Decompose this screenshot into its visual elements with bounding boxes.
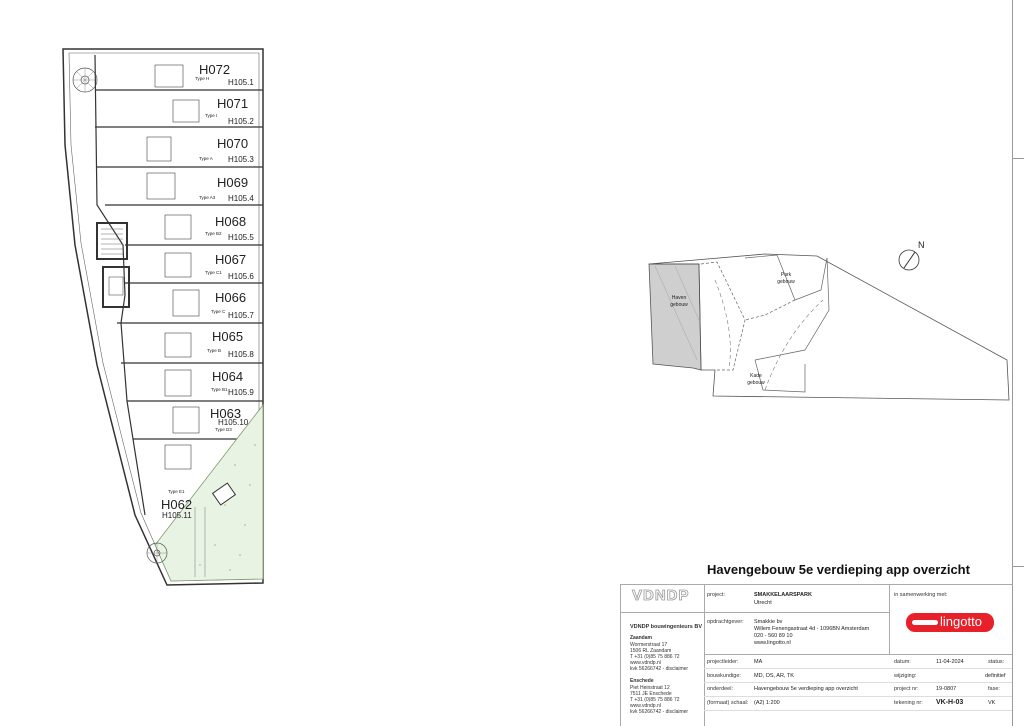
unit-ref: H105.9 bbox=[228, 388, 254, 397]
tekeningnr-label: tekening nr: bbox=[894, 700, 923, 706]
unit-type: Type I bbox=[205, 113, 218, 118]
sheet-tick bbox=[1012, 158, 1024, 159]
office2-line: 7511 JE Enschede bbox=[630, 691, 672, 697]
unit-code: H070 bbox=[217, 136, 249, 151]
unit-code: H062 bbox=[161, 497, 193, 512]
havengebouw-label: Haven gebouw bbox=[670, 295, 688, 308]
status-value: definitief bbox=[985, 673, 1006, 679]
unit-type: Type B2 bbox=[205, 231, 222, 236]
unit-code: H071 bbox=[217, 96, 249, 111]
titleblock-row bbox=[704, 682, 1012, 683]
north-label: N bbox=[918, 240, 925, 250]
office1-line: 1506 RL Zaandam bbox=[630, 648, 672, 654]
client-phone: 020 - 560 89 10 bbox=[754, 633, 793, 639]
client-label: opdrachtgever: bbox=[707, 619, 744, 625]
project-city: Utrecht bbox=[754, 600, 772, 606]
format-value: (A2) 1:200 bbox=[754, 700, 780, 706]
format-label: (formaat) schaal: bbox=[707, 700, 749, 706]
onderdeel-label: onderdeel: bbox=[707, 686, 733, 692]
unit-h067 bbox=[215, 252, 246, 267]
unit-ref: H105.8 bbox=[228, 350, 254, 359]
vdndp-logo: VDNDP bbox=[632, 587, 690, 604]
client-address: Willem Fenengastraat 4d - 1096BN Amsterdam bbox=[754, 626, 870, 632]
projectnr-label: project nr: bbox=[894, 686, 919, 692]
unit-type: Type B1 bbox=[211, 387, 228, 392]
office1-line: T +31 (0)85 75 886 72 bbox=[630, 654, 680, 660]
unit-ref: H105.4 bbox=[228, 194, 254, 203]
wijziging-label: wijziging: bbox=[894, 673, 917, 679]
titleblock-divider bbox=[889, 584, 890, 654]
unit-code: H063 bbox=[210, 406, 242, 421]
unit-code: H072 bbox=[199, 62, 231, 77]
tekeningnr-value: VK-H-03 bbox=[936, 699, 964, 706]
projectleider-value: MA bbox=[754, 659, 763, 665]
projectleider-label: projectleider: bbox=[707, 659, 739, 665]
unit-ref: H105.7 bbox=[228, 311, 254, 320]
titleblock-row bbox=[704, 696, 1012, 697]
company-name: VDNDP bouwingenieurs BV bbox=[630, 624, 703, 630]
office2-line: T +31 (0)85 75 886 72 bbox=[630, 697, 680, 703]
unit-type: Type A3 bbox=[199, 195, 216, 200]
unit-code: H064 bbox=[212, 369, 244, 384]
unit-h064 bbox=[212, 369, 243, 384]
unit-ref: H105.6 bbox=[228, 272, 254, 281]
office1-city: Zaandam bbox=[630, 635, 652, 641]
titleblock-row bbox=[704, 710, 1012, 711]
lingotto-logo-text: lingotto bbox=[940, 614, 982, 629]
unit-ref: H105.5 bbox=[228, 233, 254, 242]
unit-type: Type B bbox=[207, 348, 222, 353]
floor-plan bbox=[55, 45, 270, 590]
office2-city: Enschede bbox=[630, 678, 654, 684]
lingotto-mark bbox=[912, 620, 938, 625]
onderdeel-value: Havengebouw 5e verdieping app overzicht bbox=[754, 686, 858, 692]
unit-type: Type H bbox=[195, 76, 210, 81]
unit-ref: H105.10 bbox=[218, 418, 249, 427]
unit-code: H068 bbox=[215, 214, 247, 229]
projectnr-value: 19-0807 bbox=[936, 686, 957, 692]
collab-label: in samenwerking met: bbox=[894, 592, 948, 598]
office1-line: www.vdndp.nl bbox=[630, 660, 661, 666]
project-value: SMAKKELAARSPARK bbox=[754, 592, 812, 598]
unit-type: Type A bbox=[199, 156, 213, 161]
unit-ref: H105.3 bbox=[228, 155, 254, 164]
unit-h071 bbox=[217, 96, 248, 111]
titleblock-left bbox=[620, 584, 621, 726]
unit-h070 bbox=[217, 136, 248, 151]
titleblock-row bbox=[704, 668, 1012, 669]
unit-code: H065 bbox=[212, 329, 244, 344]
unit-type: Type E1 bbox=[168, 489, 185, 494]
unit-h068 bbox=[215, 214, 246, 229]
bouwkundige-label: bouwkundige: bbox=[707, 673, 741, 679]
titleblock-row bbox=[704, 612, 889, 613]
lingotto-logo bbox=[906, 613, 994, 632]
client-web: www.lingotto.nl bbox=[754, 640, 791, 646]
unit-ref: H105.1 bbox=[228, 78, 254, 87]
unit-code: H066 bbox=[215, 290, 247, 305]
sheet-tick bbox=[1012, 566, 1024, 567]
office2-line: Piet Heinstraat 12 bbox=[630, 685, 670, 691]
unit-type: Type C bbox=[211, 309, 226, 314]
unit-ref: H105.11 bbox=[162, 511, 192, 520]
unit-h065 bbox=[212, 329, 243, 344]
unit-ref: H105.2 bbox=[228, 117, 254, 126]
unit-type: Type D3 bbox=[215, 427, 232, 432]
project-label: project: bbox=[707, 592, 726, 598]
unit-h072 bbox=[199, 62, 230, 77]
office1-line: Wormerstraat 17 bbox=[630, 642, 668, 648]
unit-h069 bbox=[217, 175, 248, 190]
office2-line: kvk 56266742 - disclaimer bbox=[630, 709, 689, 715]
unit-h062 bbox=[161, 497, 192, 512]
bouwkundige-value: MD, OS, AR, TK bbox=[754, 673, 794, 679]
drawing-title: Havengebouw 5e verdieping app overzicht bbox=[707, 562, 970, 577]
office2-line: www.vdndp.nl bbox=[630, 703, 661, 709]
kadegebouw-label: Kade gebouw bbox=[747, 373, 765, 386]
titleblock-top bbox=[620, 584, 1012, 585]
unit-h066 bbox=[215, 290, 246, 305]
parkgebouw-label: Park gebouw bbox=[777, 272, 795, 285]
datum-value: 11-04-2024 bbox=[936, 659, 964, 665]
key-plan bbox=[645, 240, 1015, 405]
unit-code: H067 bbox=[215, 252, 247, 267]
datum-label: datum: bbox=[894, 659, 911, 665]
titleblock-divider bbox=[704, 584, 705, 726]
client-name: Smakkie bv bbox=[754, 619, 783, 625]
status-label: status: bbox=[988, 659, 1005, 665]
key-plan-drawing bbox=[645, 240, 1015, 405]
unit-type: Type C1 bbox=[205, 270, 222, 275]
titleblock-row bbox=[704, 654, 1012, 655]
titleblock-row bbox=[620, 612, 704, 613]
office1-line: kvk 56266742 - disclaimer bbox=[630, 666, 689, 672]
unit-code: H069 bbox=[217, 175, 249, 190]
fase-label: fase: bbox=[988, 686, 1000, 692]
fase-value: VK bbox=[988, 700, 996, 706]
